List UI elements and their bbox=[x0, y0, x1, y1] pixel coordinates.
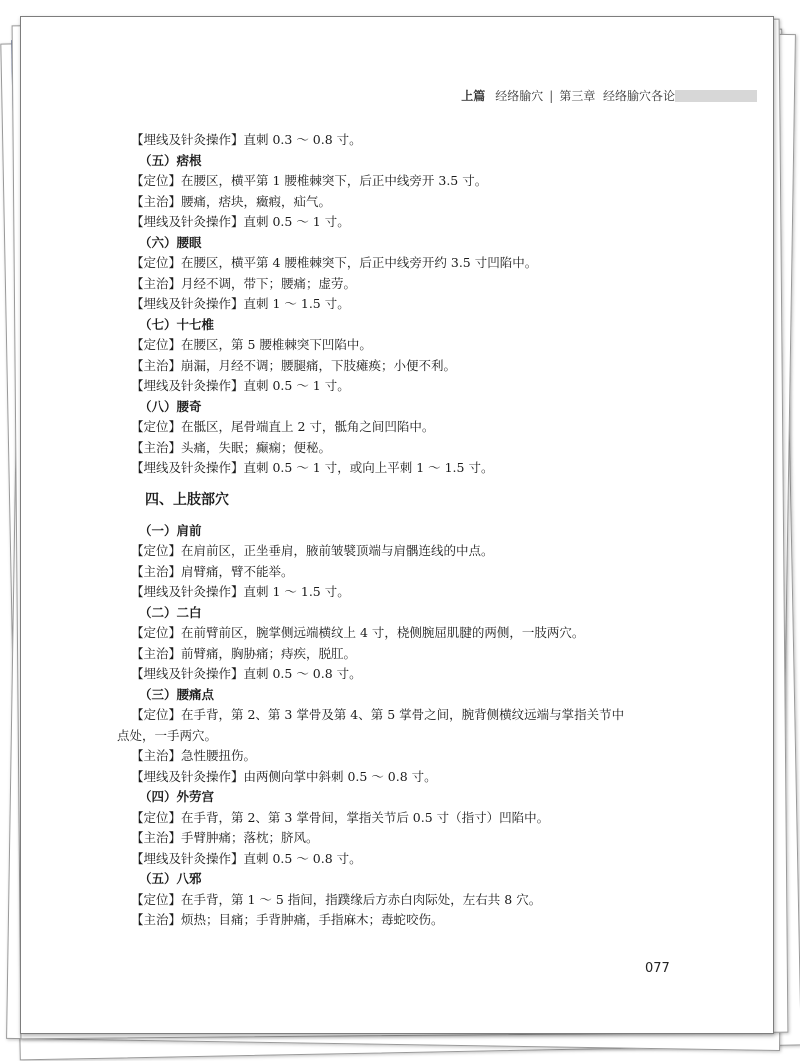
text-line: 【埋线及针灸操作】由两侧向掌中斜刺 0.5 ～ 0.8 寸。 bbox=[131, 768, 437, 784]
acupoint-heading: （五）痞根 bbox=[139, 152, 202, 168]
text-line: 【埋线及针灸操作】直刺 0.5 ～ 1 寸。 bbox=[131, 378, 350, 393]
text-line: 【主治】月经不调，带下；腰痛；虚劳。 bbox=[131, 275, 357, 291]
header-chapter: 第三章 bbox=[559, 89, 596, 103]
text-line: 【埋线及针灸操作】直刺 0.5 ～ 0.8 寸。 bbox=[131, 850, 362, 866]
text-line: 【定位】在骶区，尾骨端直上 2 寸，骶角之间凹陷中。 bbox=[131, 419, 435, 434]
text-line: 【主治】烦热；目痛；手背肿痛，手指麻木；毒蛇咬伤。 bbox=[131, 912, 444, 927]
acupoint-heading: （五）八邪 bbox=[139, 871, 202, 886]
header-title: 经络腧穴 bbox=[495, 89, 544, 103]
text-line: 【定位】在手背，第 1 ～ 5 指间，指蹼缘后方赤白肉际处，左右共 8 穴。 bbox=[131, 891, 542, 907]
text-line: 点处，一手两穴。 bbox=[117, 727, 218, 743]
page-number: 077 bbox=[645, 961, 670, 976]
page-body bbox=[117, 130, 691, 931]
text-line: 【定位】在手背，第 2、第 3 掌骨间，掌指关节后 0.5 寸（指寸）凹陷中。 bbox=[131, 809, 550, 825]
text-line: 【定位】在前臂前区，腕掌侧远端横纹上 4 寸，桡侧腕屈肌腱的两侧，一肢两穴。 bbox=[131, 625, 585, 640]
text-line: 【埋线及针灸操作】直刺 0.3 ～ 0.8 寸。 bbox=[131, 132, 362, 147]
text-line: 【主治】前臂痛，胸胁痛；痔疾，脱肛。 bbox=[131, 645, 357, 661]
text-line: 【定位】在腰区，横平第 1 腰椎棘突下，后正中线旁开 3.5 寸。 bbox=[131, 173, 488, 188]
acupoint-heading: （七）十七椎 bbox=[139, 316, 215, 332]
header-separator: | bbox=[549, 89, 554, 103]
text-line: 【定位】在手背，第 2、第 3 掌骨及第 4、第 5 掌骨之间，腕背侧横纹远端与掌指关节中 bbox=[131, 707, 625, 722]
text-line: 【主治】急性腰扭伤。 bbox=[131, 748, 257, 763]
acupoint-heading: （一）肩前 bbox=[139, 522, 202, 538]
acupoint-heading: （四）外劳宫 bbox=[139, 789, 215, 804]
text-line: 【定位】在腰区，横平第 4 腰椎棘突下，后正中线旁开约 3.5 寸凹陷中。 bbox=[131, 255, 538, 270]
text-line: 【定位】在腰区，第 5 腰椎棘突下凹陷中。 bbox=[131, 337, 372, 352]
text-line: 【主治】手臂肿痛；落枕；脐风。 bbox=[131, 830, 319, 845]
header-text bbox=[461, 87, 675, 105]
text-line: 【定位】在肩前区，正坐垂肩，腋前皱襞顶端与肩髃连线的中点。 bbox=[131, 543, 494, 558]
running-header bbox=[21, 87, 773, 105]
text-line: 【主治】崩漏，月经不调；腰腿痛，下肢瘫痪；小便不利。 bbox=[131, 357, 457, 373]
document-page bbox=[20, 16, 774, 1034]
header-chapter-title: 经络腧穴各论 bbox=[602, 89, 675, 103]
acupoint-heading: （三）腰痛点 bbox=[139, 686, 215, 702]
text-line: 【埋线及针灸操作】直刺 0.5 ～ 0.8 寸。 bbox=[131, 666, 362, 681]
section-heading: 四、上肢部穴 bbox=[145, 491, 229, 508]
text-block-top bbox=[131, 130, 691, 479]
text-line: 【主治】肩臂痛，臂不能举。 bbox=[131, 563, 294, 579]
text-line: 【埋线及针灸操作】直刺 0.5 ～ 1 寸，或向上平刺 1 ～ 1.5 寸。 bbox=[131, 460, 494, 475]
acupoint-heading: （二）二白 bbox=[139, 604, 202, 620]
acupoint-heading: （八）腰奇 bbox=[139, 398, 202, 414]
text-line: 【主治】头痛，失眠；癫痫；便秘。 bbox=[131, 439, 332, 455]
acupoint-heading: （六）腰眼 bbox=[139, 234, 202, 250]
text-line: 【埋线及针灸操作】直刺 1 ～ 1.5 寸。 bbox=[131, 584, 350, 599]
text-line: 【埋线及针灸操作】直刺 1 ～ 1.5 寸。 bbox=[131, 296, 350, 311]
text-line: 【埋线及针灸操作】直刺 0.5 ～ 1 寸。 bbox=[131, 214, 350, 229]
header-decorative-bar bbox=[675, 90, 757, 102]
text-line: 【主治】腰痛，痞块，癥瘕，疝气。 bbox=[131, 193, 332, 209]
text-block-bottom bbox=[117, 521, 691, 931]
header-part: 上篇 bbox=[461, 89, 486, 103]
